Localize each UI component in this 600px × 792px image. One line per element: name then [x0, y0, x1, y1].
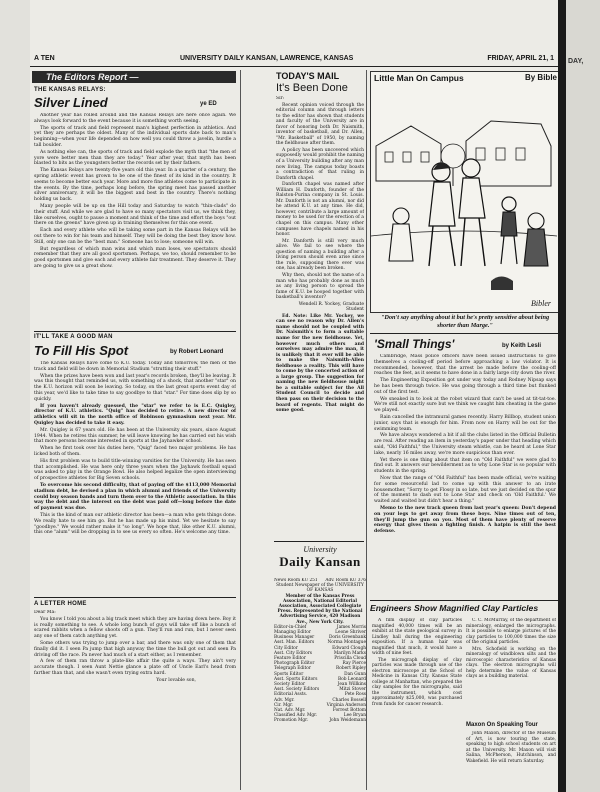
- staff-role: Telegraph Editor: [274, 666, 311, 672]
- masthead-staff: [274, 578, 366, 786]
- engineers-headline: Engineers Show Magnified Clay Particles: [370, 603, 539, 613]
- paragraph: Danforth chapel was named after William H. Danforth, founder of the Ralston-Purina company in St. Louis. Mr. Danforth is not an alumni, nor did he attend K.U. at any time. He did, however, contribute a large amount of money to be used for the erection of a chapel on this campus. Many other campuses have chapels named in his honor.: [276, 182, 364, 238]
- paragraph: This is the kind of man our athletic director has been—a man who gets things done. We really hate to see him go. But he has made up his mind. Yet we hesitate to say "goodbye." We would rather make it "so long". We hope that, like other K.U. alumni, this one "alum" will be dropping in to see us every so often. He's welcome any time.: [34, 512, 236, 536]
- staff-role: Asst. Society Editors: [274, 687, 320, 693]
- staff-role: City Editor: [274, 645, 298, 651]
- paragraph: If you haven't already guessed, the "star" we refer to is E.C. Quigley, director of K.U. athletics. "Quig" has decided to retire. A new director of athletics will sit in the north office of Robinson gymnasium next year. Mr. Quigley has decided to take it easy.: [34, 403, 236, 426]
- maxon-body: [466, 731, 556, 787]
- left-page-edge: [0, 0, 30, 792]
- cartoon-banner: Little Man On Campus: [374, 73, 464, 83]
- maxon-headline: Maxon On Speaking Tour: [466, 722, 538, 728]
- staff-name: Marilyn Marks: [333, 650, 366, 656]
- staff-name: Jean Willkins: [337, 682, 366, 688]
- staff-role: Adv. Mgr.: [274, 697, 295, 703]
- paragraph: As nothing else can, the sports of track and field explode the myth that "the men of yore were better men than they are today." Year after year, that myth has been blasted to bits as the youngsters better the records set by their fathers.: [34, 149, 236, 167]
- section-rule: [34, 597, 236, 598]
- silver-lined-byline: ye ED: [200, 101, 217, 107]
- staff-name: Leone Shriver: [335, 630, 366, 636]
- small-things-headline: 'Small Things': [374, 337, 455, 351]
- column-divider: [240, 70, 241, 790]
- masthead-subtitle: Student Newspaper of the UNIVERSITY OF KANSAS: [276, 583, 364, 594]
- staff-name: Priscilla Cloud: [334, 656, 366, 662]
- paragraph: A policy has been uncovered which supposedly would prohibit the naming of a University building after any man now living. The campus today boasts a contradiction of that ruling in Danforth chapel.: [276, 147, 364, 181]
- editors-report-title: The Editors Report —: [46, 72, 139, 82]
- staff-name: John Weidemann: [329, 718, 366, 724]
- section-rule: [34, 331, 236, 332]
- page-header: [30, 55, 558, 65]
- paragraph: Another year has rolled around and the Kansas Relays are here once again. We always look forward to the event because it is something worth seeing.: [34, 113, 236, 124]
- section-rule: [274, 541, 364, 542]
- paragraph: Mr. Danforth is still very much alive. We fail to see where the question of naming a building after a living person should even arise since the rule, supposing there ever was one, has already been broken.: [276, 238, 364, 272]
- staff-name: Pete Ross: [344, 692, 366, 698]
- column-divider: [366, 70, 367, 790]
- staff-name: Dan Gunn: [344, 671, 366, 677]
- paragraph: The micrograph display of clay particles was made through use of the electron microscope at the School of Medicine in Kansas City. Kansas State college at Manhattan, who prepared the clay samples for the micrographs, said the instrument, which cost approximately $25,000, was purchased from funds for cancer research.: [372, 657, 462, 707]
- todays-mail-headline: It's Been Done: [276, 82, 348, 94]
- letter-kicker: A LETTER HOME: [34, 601, 87, 607]
- paragraph: Why then, should not the name of a man who has probably done as much as any living person to spread the fame of K.U. be hooped together with basketball's inventor?: [276, 272, 364, 301]
- editors-report-banner: [32, 71, 236, 83]
- paragraph: Some others was trying to jump over a bar, and there was only one of them that finally did it. I seen Pa jump that high anyway the time the bull got out and seen Pa driving off the race. Pa never had much of a start either, as I remember.: [34, 640, 236, 658]
- cartoon-drawing: [371, 86, 557, 306]
- paragraph: You know I told you about a big track meet which they are having down here. Boy it is really something to see. A whole long bunch of guys will take off like a bunch of scared rabbits when a fellow shoots off a gun. They'll run and run, but I never seen any one of them catch anything yet.: [34, 616, 236, 640]
- cartoon-caption: "Don't say anything about it but he's pretty sensitive about being shorter than Marge.": [380, 314, 550, 329]
- paragraph: But regardless of which man wins and which man loses, we spectators should remember that they are all good sportsmen. Perhaps, we too, should remember to be good sportsmen and give each and every athlete fair treatment. They deserve it. They are going to give us a great show.: [34, 246, 236, 269]
- salutation: Sir:: [276, 96, 285, 101]
- page-label: A TEN: [34, 55, 55, 62]
- relays-kicker: THE KANSAS RELAYS:: [34, 87, 106, 93]
- letter-body: [34, 610, 236, 786]
- staff-row: [274, 718, 366, 723]
- paragraph: We have always wondered a bit if all the clubs listed in the Official Bulletin are real. After reading an item in yesterday's paper under that heading which said, "Old Faithful," the University steam whistle, can be heard at Lone Star lake, nearly 16 miles away, we're more suspicious than ever.: [374, 433, 556, 456]
- staff-name: Robert Ripley: [336, 666, 366, 672]
- staff-role: Asst. City Editors: [274, 650, 312, 656]
- paragraph: The Engineering Exposition got under way today and Rodney Nipsap says he has been through twice. He was going through a third time but flunked out of the first test.: [374, 378, 556, 395]
- staff-list: [274, 625, 366, 724]
- paper-line: UNIVERSITY DAILY KANSAN, LAWRENCE, KANSAS: [180, 55, 354, 62]
- paragraph: Mr. Quigley is 67 years old. He has been at the University six years, since August 1944. When he retires this summer, he will leave knowing he has carried out his wish that more persons become interested in sports at the Jayhawker school.: [34, 427, 236, 445]
- date-line: FRIDAY, APRIL 21, 1: [487, 55, 554, 62]
- masthead-membership: Member of the Kansas Press Association, National Editorial Association, Associated Collegiate Press. Represented by the National Advertising Service, 420 Madison Ave., New York City.: [277, 593, 363, 625]
- cartoon-byline: By Bible: [524, 73, 557, 82]
- paragraph: Recent opinion voiced through the editorial column and through letters to the editor has shown that students and faculty of the University are in favor of honoring both Dr. Naismith, inventor of basketball, and Dr. Allen, "Mr. Basketball" of 1950, by naming the fieldhouse after them.: [276, 102, 364, 147]
- paragraph: Rain cancelled the intramural games recently. Harry Billbop, student union junior, says that is enough for him. From now on Harry will be out for the swimming team.: [374, 414, 556, 432]
- section-rule: [370, 333, 558, 334]
- paragraph: Now that the range of "Old Faithful" has been made official, we're waiting for some resourceful lad to come up with this answer to an irate housemother, "Sorry to get Flossy in so late, but we just decided on the spur of the moment to dash out to Lone Star and check on 'Old Faithful.' We waited and waited but didn't hear a thing.": [374, 475, 556, 505]
- closing: Your lovable son,: [156, 677, 196, 683]
- staff-name: Ray Pierce: [342, 661, 366, 667]
- staff-name: Doris Greenbank: [328, 635, 366, 641]
- staff-role: Editor-in-Chief: [274, 624, 307, 630]
- paragraph: Each and every athlete who will be taking some part in the Kansas Relays will be out there to win for his team and himself. They will be doing the best they know how. Still, only one can be the "best man." Someone has to lose; someone will win.: [34, 228, 236, 245]
- paragraph: His first problem was to build title-winning varsities for the University. He has seen that accomplished. He was here only three years when the Jayhawk football squad was asked to play in the Orange Bowl. He also helped legalize the open interviewing of prospective athletes for Big Seven schools.: [34, 458, 236, 482]
- paragraph: When the prizes have been won and last year's records broken, they'll be leaving. It was this thought that reminded us, with something of a shock, that another "star" on the K.U. horizon will soon be leaving. So today, on the last great sports event day of this year, we'd like to take time to say goodbye to that "star." For time does slip by so quickly.: [34, 373, 236, 402]
- small-things-body: [374, 354, 556, 598]
- next-page-edge: [566, 0, 600, 792]
- good-man-kicker: IT'LL TAKE A GOOD MAN: [34, 334, 113, 340]
- staff-name: Norma Montague: [327, 640, 366, 646]
- silver-lined-headline: Silver Lined: [34, 95, 108, 110]
- paragraph: A film display of clay particles magnified 40,000 times will be an exhibit at the state geological survey in Lindley hall during the engineering exposition. If a human hair was magnified that much, it would have a width of nine feet.: [372, 618, 462, 656]
- masthead-university: University: [303, 545, 337, 554]
- paragraph: A few of them ran throw a plate-like affair the quite a ways. They ain't very accurate though. I seen Aunt Nettie glance a plate off of Uncle Earl's head from farther than that, and she wasn't even trying extra hard.: [34, 659, 236, 676]
- staff-role: Editorial Assts.: [274, 692, 308, 698]
- staff-role: Society Editor: [274, 682, 306, 688]
- paragraph: The sports of track and field represent man's highest perfection in athletics. And yet they are perhaps the oldest. Many of the individual sports date back to man's beginning—when your life depended on how well you could throw a javelin, hurdle a tall boulder.: [34, 125, 236, 148]
- todays-mail-body: [276, 96, 364, 540]
- cartoon-signature: Bibler: [531, 299, 551, 308]
- staff-name: Forrest Bottom: [332, 708, 366, 714]
- good-man-headline: To Fill His Spot: [34, 343, 129, 358]
- staff-name: Virginia Anderson: [326, 702, 366, 708]
- header-rule: [30, 66, 558, 67]
- staff-role: Classified Adv. Mgr.: [274, 713, 318, 719]
- staff-role: Asst. Man. Editors: [274, 640, 315, 646]
- paragraph: The Kansas Relays are twenty-five years old this year. In a quarter of a century, the spring athletic event has grown to be one of the finest of its kind in the country. It seems to become better each year. More and more fine athletes come to participate in the events. By the time, perhaps long before, the spring meet has passed another silver anniversary, it will be the biggest and best in the country. There's nothing holding us back.: [34, 168, 236, 203]
- silver-lined-body: [34, 113, 236, 329]
- cartoon-panel: [370, 71, 558, 313]
- good-man-body: [34, 361, 236, 595]
- staff-name: Bob Leonard: [338, 676, 366, 682]
- paragraph: Memo to the new track queen from last year's queen: Don't depend on your legs to get away from these boys. Nine times out of ten, they'll jump the gun on you. Most of them have plenty of reserve energy that gives them a fighting finish. A hatpin is still the best defense.: [374, 505, 556, 535]
- engineers-body-left: [372, 618, 462, 788]
- newspaper-page: [30, 0, 558, 792]
- staff-role: Nat. Adv. Mgr.: [274, 708, 306, 714]
- paragraph: When he first took over his duties here, "Quig" faced two major problems. He has licked both of them.: [34, 446, 236, 457]
- paragraph: The Kansas Relays have come to K.U. today. Today and tomorrow, the men of the track and field will be down in Memorial Stadium "strutting their stuff.": [34, 361, 236, 372]
- staff-role: Business Manager: [274, 635, 315, 641]
- masthead: [274, 545, 366, 570]
- staff-role: Feature Editor: [274, 656, 306, 662]
- paragraph: C. C. McMurray, of the department of mineralogy, enlarged the micrographs. It is possible to enlarge pictures of the clay particles to 100,000 times the size of the original particles.: [466, 618, 556, 645]
- staff-role: Sports Editor: [274, 671, 304, 677]
- staff-role: Managing Editor: [274, 630, 311, 636]
- paragraph: John Maxon, director of the Museum of Art, is now touring the state, speaking to high school students on art at the University. Mr. Maxon will visit Salina, McPherson, Hutchinson, and Wakefield. He will return Saturday.: [466, 731, 556, 764]
- todays-mail-banner: TODAY'S MAIL: [276, 71, 340, 81]
- staff-role: Asst. Sports Editors: [274, 676, 318, 682]
- staff-name: James Morris: [336, 624, 366, 630]
- staff-name: Mitzi Stover: [339, 687, 366, 693]
- paragraph: Mrs. Schofield is working on the mineralogy of windblown silts and the microscopic characteristics of Kansas clays. The electron micrographs will help determine the value of Kansas clays as a building material.: [466, 646, 556, 679]
- staff-name: Lee Bryan: [343, 713, 366, 719]
- small-things-byline: by Keith Lesli: [502, 343, 542, 349]
- salutation: Dear Ma:: [34, 610, 56, 615]
- next-page-fragment: DAY,: [568, 58, 584, 65]
- paragraph: Cambridge, Mass police officers have been issued instructions to give themselves a cooling-off period before approaching a law violator. It is recommended, however, that the arrest be made before the cooling-off reaches the feet, as it seems to have done in a fairly large city down the river.: [374, 354, 556, 377]
- adv-room: Adv. Room KU 376: [325, 578, 366, 583]
- paragraph: Yet there is one thing about that item on "Old Faithful" we were glad to find out. It answers our bewilderment as to why Lone Star is so popular with students in the spring.: [374, 457, 556, 475]
- news-room: News Room KU 251: [274, 578, 318, 583]
- masthead-title: Daily Kansan: [279, 554, 361, 569]
- staff-role: Promotion Mgr.: [274, 718, 309, 724]
- staff-name: Edward Clough: [332, 645, 366, 651]
- signature: Wendell R. Yockey, Graduate Student: [298, 301, 364, 313]
- engineers-body-right: [466, 618, 556, 718]
- editor-note: Ed. Note: Like Mr. Yockey, we can see no reason why Dr. Allen's name should not be coupled with Dr. Naismith's to form a suitable name for the new fieldhouse. Yet, however much others and ourselves may admire the man, it is unlikely that it ever will be able to make the Naismith-Allen fieldhouse a reality. This will have to come by the concerted action of a large group. The suggestion for naming the new fieldhouse might be a suitable subject for the All Student Council to decide and then pass on their decision to the board of regents. That might do some good.: [276, 313, 364, 414]
- staff-role: Photograph Editor: [274, 661, 315, 667]
- page-gutter: [558, 0, 566, 792]
- staff-role: Cir. Mgr.: [274, 702, 294, 708]
- section-rule: [370, 600, 558, 601]
- staff-name: Charles Bossell: [332, 697, 366, 703]
- paragraph: To overcome his second difficulty, that of paying off the $113,000 Memorial stadium debt, he devised a plan in which alumni and friends of the University could buy season bands and turn them over to the Athletic association. In this way the debt and the interest on the debt was paid off—long before the date of payment was due.: [34, 482, 236, 512]
- paragraph: We sneaked in to look at the robot wizard that can't be used at tit-tat-toe. We're still not exactly sure but we think we caught him cheating in the game we played.: [374, 396, 556, 414]
- paragraph: Many people will be up on the Hill today and Saturday to watch "thin-clads" do their stuff. And while we are glad to have so many spectators visit us, we think they, like ourselves, ought to pause a moment and think of the time and effort the boys "out there on the greens" have given up in training themselves for this one event.: [34, 203, 236, 227]
- good-man-byline: by Robert Leonard: [170, 349, 224, 355]
